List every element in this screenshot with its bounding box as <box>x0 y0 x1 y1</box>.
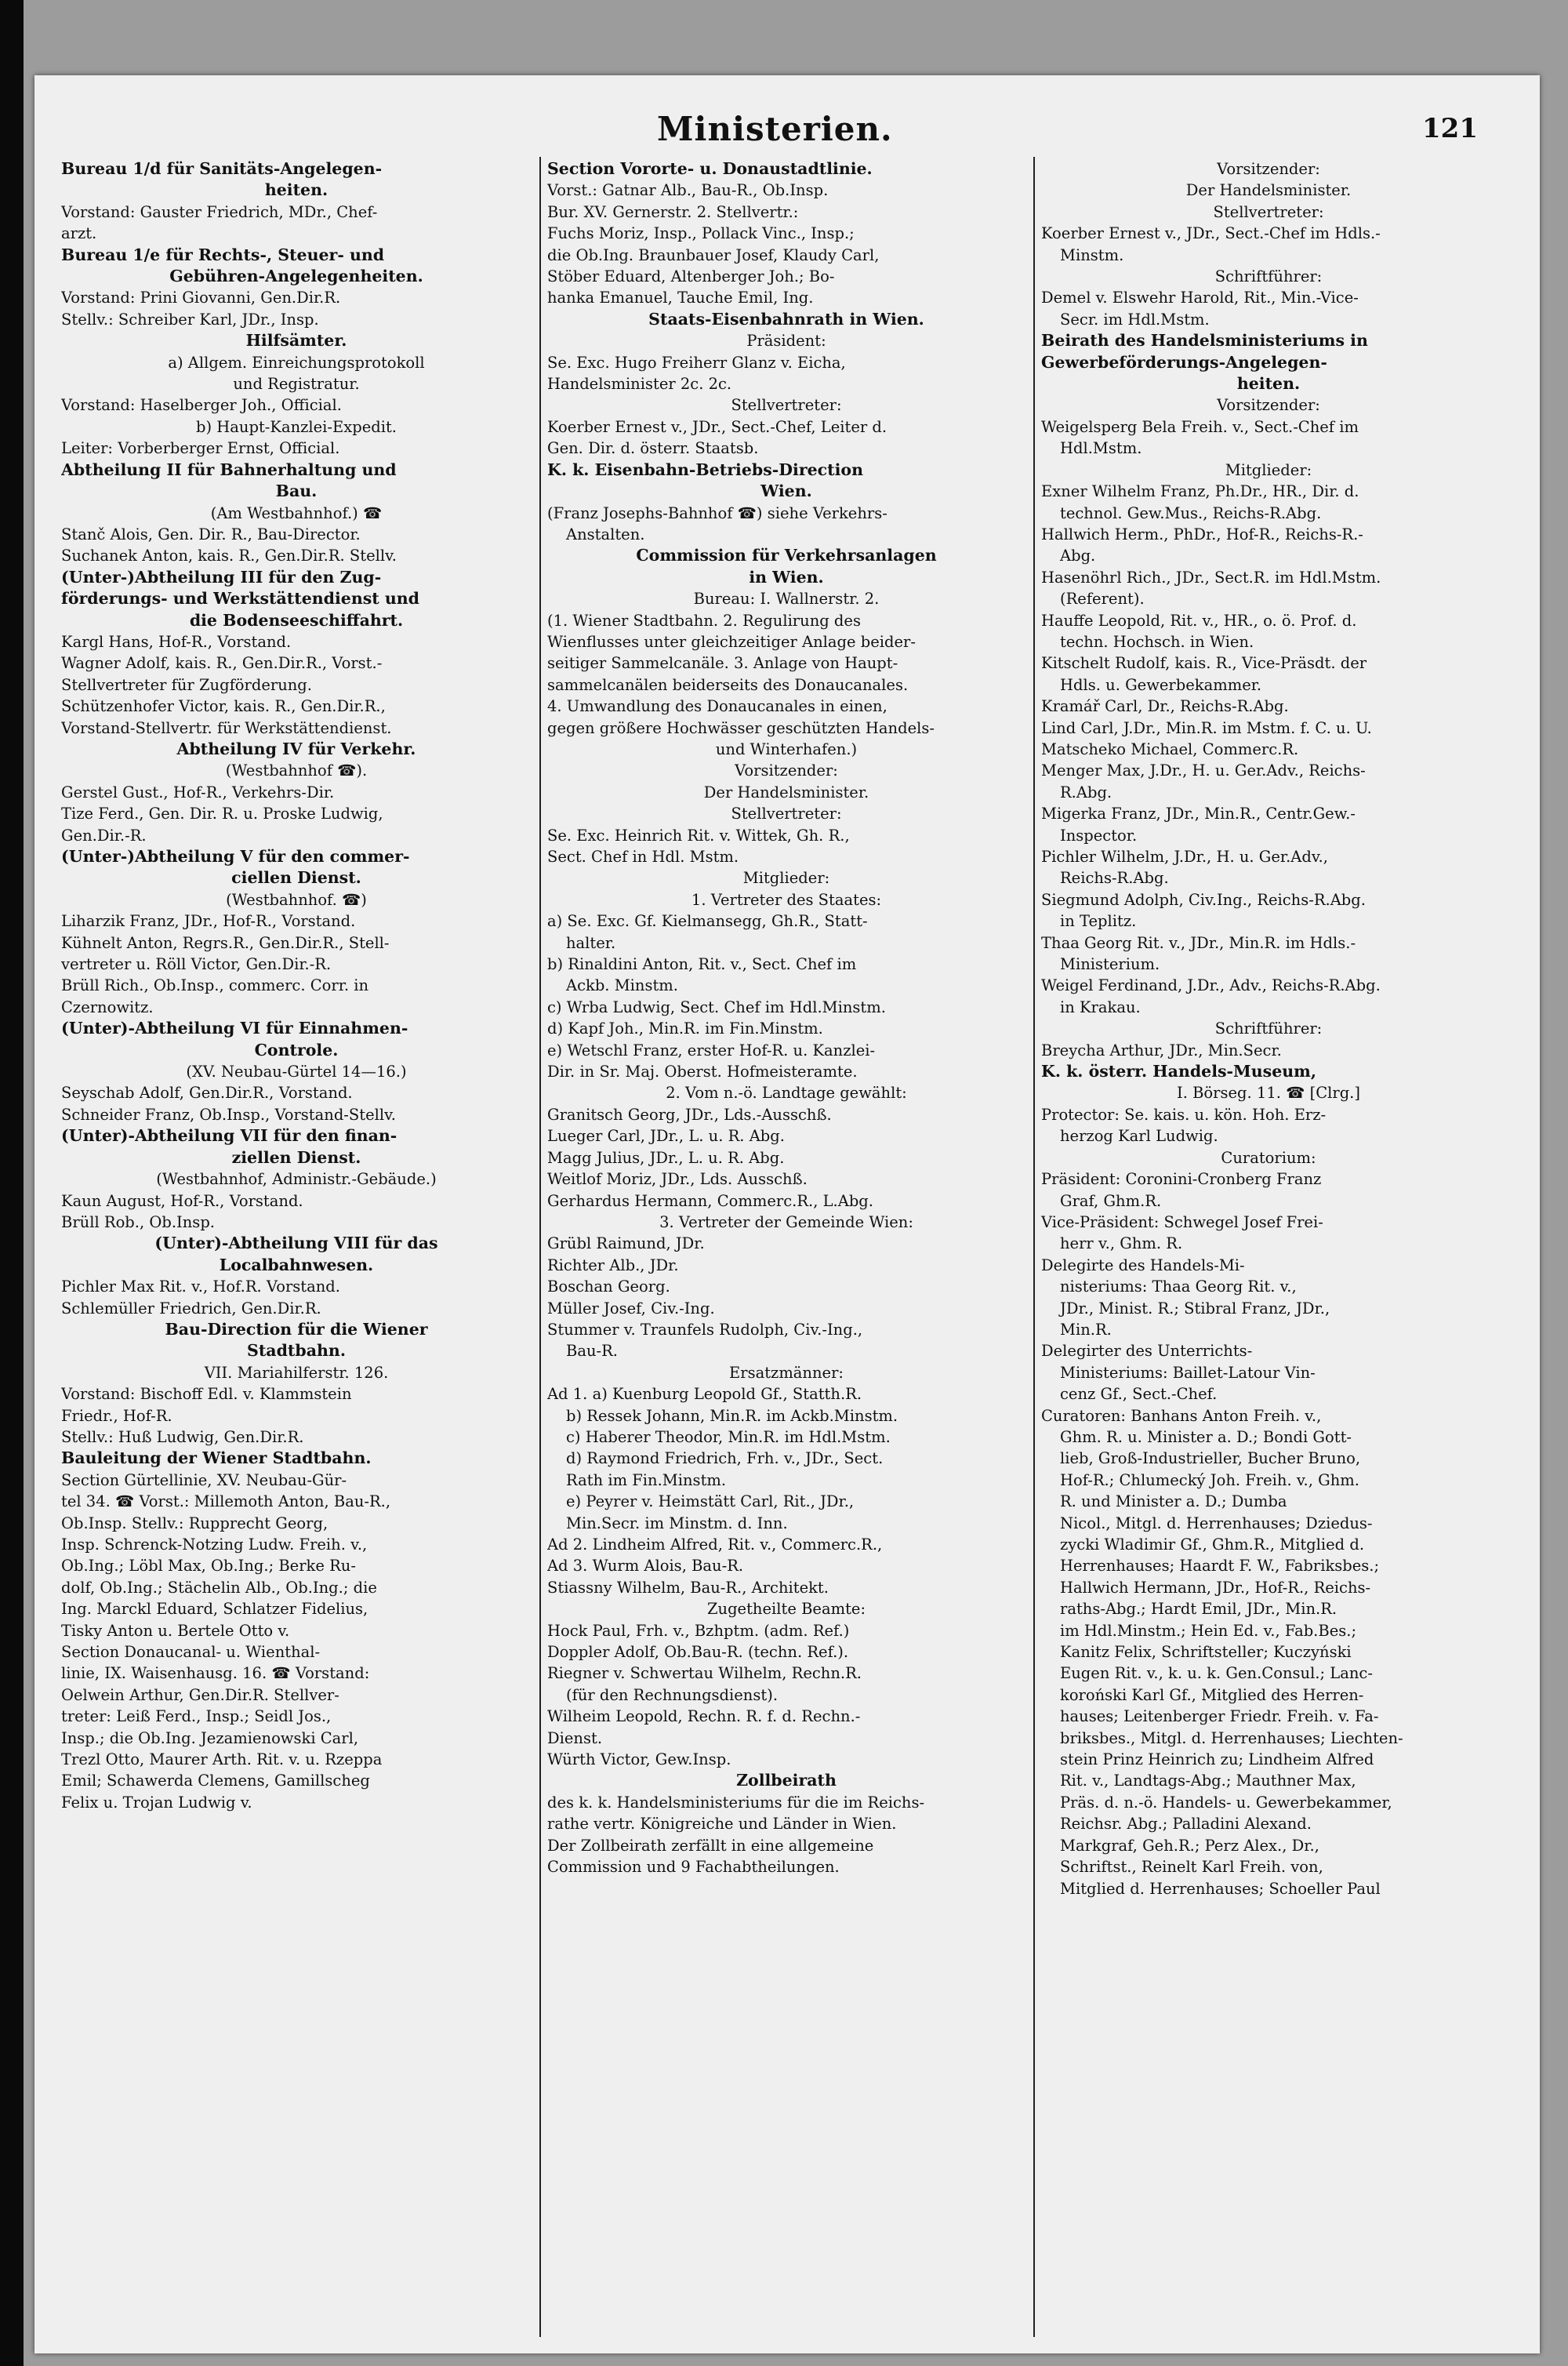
text-line: (Westbahnhof ☎). <box>225 761 368 780</box>
text-line: Pichler Max Rit. v., Hof.R. Vorstand. <box>61 1277 340 1296</box>
text-line: Migerka Franz, JDr., Min.R., Centr.Gew.- <box>1041 805 1356 823</box>
text-line: Mitglieder: <box>1225 460 1312 479</box>
text-line: Gerhardus Hermann, Commerc.R., L.Abg. <box>547 1191 873 1210</box>
text-line: ziellen Dienst. <box>231 1147 361 1167</box>
text-line: Ad 1. a) Kuenburg Leopold Gf., Statth.R. <box>547 1385 862 1404</box>
text-line: Ackb. Minstm. <box>566 976 678 995</box>
text-line: förderungs- und Werkstättendienst und <box>61 589 420 609</box>
text-line: Bureau 1/d für Sanitäts-Angelegen- <box>61 159 383 178</box>
text-line: Dir. in Sr. Maj. Oberst. Hofmeisteramte. <box>547 1063 858 1081</box>
column-rule-2 <box>1033 157 1035 2337</box>
text-line: vertreter u. Röll Victor, Gen.Dir.-R. <box>61 955 332 974</box>
text-line: Lind Carl, J.Dr., Min.R. im Mstm. f. C. u. U. <box>1041 718 1372 737</box>
text-line: und Registratur. <box>233 375 360 394</box>
text-line: Ministerium. <box>1060 955 1160 974</box>
text-line: Leiter: Vorberberger Ernst, Official. <box>61 439 340 458</box>
text-line: Menger Max, J.Dr., H. u. Ger.Adv., Reichs- <box>1041 761 1366 780</box>
text-line: Hilfsämter. <box>245 331 347 351</box>
text-line: ciellen Dienst. <box>231 868 361 888</box>
text-line: (Unter)-Abtheilung VI für Einnahmen- <box>61 1019 408 1038</box>
text-line: Zollbeirath <box>736 1771 837 1790</box>
text-line: Section Donaucanal- u. Wienthal- <box>61 1643 321 1662</box>
text-line: Stiassny Wilhelm, Bau-R., Architekt. <box>547 1578 829 1597</box>
book-gutter <box>6 0 24 2366</box>
text-line: Curatorium: <box>1221 1148 1316 1167</box>
text-line: Bau. <box>275 482 318 501</box>
text-line: K. k. Eisenbahn-Betriebs-Direction <box>547 460 863 479</box>
text-line: Tisky Anton u. Bertele Otto v. <box>61 1621 290 1640</box>
text-line: Anstalten. <box>566 525 645 543</box>
text-line: Stellvertreter für Zugförderung. <box>61 675 312 694</box>
text-line: Wagner Adolf, kais. R., Gen.Dir.R., Vorst.- <box>61 654 383 673</box>
text-line: 3. Vertreter der Gemeinde Wien: <box>659 1212 913 1231</box>
text-line: die Ob.Ing. Braunbauer Josef, Klaudy Carl, <box>547 245 880 264</box>
text-line: herr v., Ghm. R. <box>1060 1234 1183 1253</box>
text-line: Delegirte des Handels-Mi- <box>1041 1256 1245 1274</box>
text-line: 1. Vertreter des Staates: <box>691 890 882 909</box>
text-line: Der Handelsminister. <box>703 783 869 801</box>
text-line: Minstm. <box>1060 245 1124 264</box>
text-line: Gerstel Gust., Hof-R., Verkehrs-Dir. <box>61 783 335 801</box>
text-line: 2. Vom n.-ö. Landtage gewählt: <box>666 1084 907 1103</box>
text-line: raths-Abg.; Hardt Emil, JDr., Min.R. <box>1060 1600 1338 1619</box>
text-line: seitiger Sammelcanäle. 3. Anlage von Haupt- <box>547 654 898 673</box>
text-line: Hallwich Herm., PhDr., Hof-R., Reichs-R.- <box>1041 525 1363 543</box>
text-line: Rath im Fin.Minstm. <box>566 1470 727 1489</box>
text-line: Gewerbeförderungs-Angelegen- <box>1041 352 1327 372</box>
text-line: e) Wetschl Franz, erster Hof-R. u. Kanzlei- <box>547 1041 876 1059</box>
text-line: Wienflusses unter gleichzeitiger Anlage beider- <box>547 632 916 651</box>
text-line: Delegirter des Unterrichts- <box>1041 1342 1253 1361</box>
text-line: Kargl Hans, Hof-R., Vorstand. <box>61 632 292 651</box>
text-line: Oelwein Arthur, Gen.Dir.R. Stellver- <box>61 1685 339 1704</box>
scan-background <box>6 0 1568 2366</box>
text-line: Graf, Ghm.R. <box>1060 1191 1162 1210</box>
text-line: Thaa Georg Rit. v., JDr., Min.R. im Hdls.- <box>1041 933 1356 952</box>
text-line: Hof-R.; Chlumecký Joh. Freih. v., Ghm. <box>1060 1470 1359 1489</box>
page-header <box>6 110 1568 157</box>
text-line: Breycha Arthur, JDr., Min.Secr. <box>1041 1041 1282 1059</box>
text-line: Vorsitzender: <box>1217 160 1320 178</box>
text-line: Ministeriums: Baillet-Latour Vin- <box>1060 1363 1316 1382</box>
text-line: Localbahnwesen. <box>219 1255 374 1274</box>
text-line: lieb, Groß-Industrieller, Bucher Bruno, <box>1060 1449 1361 1468</box>
text-line: Hauffe Leopold, Rit. v., HR., o. ö. Prof. d. <box>1041 611 1357 630</box>
column-rule-1 <box>539 157 541 2337</box>
text-line: die Bodenseeschiffahrt. <box>189 610 404 630</box>
text-line: halter. <box>566 933 616 952</box>
text-line: (Westbahnhof. ☎) <box>226 890 367 909</box>
text-line: c) Haberer Theodor, Min.R. im Hdl.Mstm. <box>566 1427 891 1446</box>
text-line: zycki Wladimir Gf., Ghm.R., Mitglied d. <box>1060 1536 1365 1554</box>
text-line: Doppler Adolf, Ob.Bau-R. (techn. Ref.). <box>547 1643 849 1662</box>
text-line: linie, IX. Waisenhausg. 16. ☎ Vorstand: <box>61 1664 370 1683</box>
text-line: Exner Wilhelm Franz, Ph.Dr., HR., Dir. d. <box>1041 482 1359 501</box>
text-line: Gebühren-Angelegenheiten. <box>169 267 423 286</box>
text-line: arzt. <box>61 224 97 243</box>
text-line: Bur. XV. Gernerstr. 2. Stellvertr.: <box>547 202 799 221</box>
text-line: Matscheko Michael, Commerc.R. <box>1041 740 1299 758</box>
text-line: Inspector. <box>1060 826 1138 845</box>
text-line: Tize Ferd., Gen. Dir. R. u. Proske Ludwig, <box>61 805 383 823</box>
text-line: Markgraf, Geh.R.; Perz Alex., Dr., <box>1060 1836 1319 1855</box>
text-line: Trezl Otto, Maurer Arth. Rit. v. u. Rzeppa <box>61 1750 383 1769</box>
text-line: Boschan Georg. <box>547 1277 670 1296</box>
text-line: Vorstand: Haselberger Joh., Official. <box>61 396 342 415</box>
text-line: Nicol., Mitgl. d. Herrenhauses; Dziedus- <box>1060 1514 1373 1532</box>
text-line: Abtheilung IV für Verkehr. <box>176 739 416 758</box>
text-line: Kitschelt Rudolf, kais. R., Vice-Präsdt. der <box>1041 654 1367 673</box>
text-column-2 <box>547 158 1025 1878</box>
text-line: Ad 2. Lindheim Alfred, Rit. v., Commerc.R., <box>547 1536 883 1554</box>
text-line: Wilheim Leopold, Rechn. R. f. d. Rechn.- <box>547 1707 861 1726</box>
text-line: K. k. österr. Handels-Museum, <box>1041 1062 1316 1081</box>
text-line: (Unter)-Abtheilung VIII für das <box>154 1234 438 1253</box>
text-line: im Hdl.Minstm.; Hein Ed. v., Fab.Bes.; <box>1060 1621 1357 1640</box>
text-line: Mitglieder: <box>742 869 830 888</box>
text-line: Weigelsperg Bela Freih. v., Sect.-Chef im <box>1041 417 1359 436</box>
text-line: Vorstand: Prini Giovanni, Gen.Dir.R. <box>61 289 341 307</box>
text-line: Granitsch Georg, JDr., Lds.-Ausschß. <box>547 1105 832 1124</box>
text-line: (für den Rechnungsdienst). <box>566 1685 779 1704</box>
text-line: Kanitz Felix, Schriftsteller; Kuczyński <box>1060 1643 1352 1662</box>
text-line: in Wien. <box>749 567 824 587</box>
text-line: Vorst.: Gatnar Alb., Bau-R., Ob.Insp. <box>547 181 829 200</box>
text-line: JDr., Minist. R.; Stibral Franz, JDr., <box>1060 1299 1330 1317</box>
text-line: Gen.Dir.-R. <box>61 826 147 845</box>
text-line: Kramář Carl, Dr., Reichs-R.Abg. <box>1041 697 1289 716</box>
text-line: Stummer v. Traunfels Rudolph, Civ.-Ing., <box>547 1320 863 1339</box>
text-line: Koerber Ernest v., JDr., Sect.-Chef im Hdls.- <box>1041 224 1381 243</box>
text-line: Müller Josef, Civ.-Ing. <box>547 1299 715 1317</box>
text-line: a) Allgem. Einreichungsprotokoll <box>168 353 425 372</box>
text-line: (Westbahnhof, Administr.-Gebäude.) <box>156 1170 437 1189</box>
text-line: Seyschab Adolf, Gen.Dir.R., Vorstand. <box>61 1084 353 1103</box>
text-line: Schlemüller Friedrich, Gen.Dir.R. <box>61 1299 321 1317</box>
text-line: Weigel Ferdinand, J.Dr., Adv., Reichs-R.Abg. <box>1041 976 1381 995</box>
text-line: Der Handelsminister. <box>1185 181 1352 200</box>
text-line: Der Zollbeirath zerfällt in eine allgemeine <box>547 1836 874 1855</box>
text-line: Schützenhofer Victor, kais. R., Gen.Dir.R., <box>61 697 386 716</box>
text-line: Emil; Schawerda Clemens, Gamillscheg <box>61 1772 370 1790</box>
text-line: Bureau: I. Wallnerstr. 2. <box>693 590 880 609</box>
text-line: Beirath des Handelsministeriums in <box>1041 331 1368 351</box>
text-line: dolf, Ob.Ing.; Stächelin Alb., Ob.Ing.; die <box>61 1578 377 1597</box>
text-line: Richter Alb., JDr. <box>547 1256 679 1274</box>
text-line: Commission für Verkehrsanlagen <box>636 546 937 565</box>
text-line: Kaun August, Hof-R., Vorstand. <box>61 1191 303 1210</box>
text-line: (Unter-)Abtheilung V für den commer- <box>61 847 410 866</box>
text-line: Schriftst., Reinelt Karl Freih. von, <box>1060 1858 1323 1877</box>
text-line: Vorsitzender: <box>735 761 838 780</box>
text-line: b) Rinaldini Anton, Rit. v., Sect. Chef im <box>547 955 857 974</box>
text-line: c) Wrba Ludwig, Sect. Chef im Hdl.Minstm. <box>547 998 886 1016</box>
text-line: Gen. Dir. d. österr. Staatsb. <box>547 439 759 458</box>
text-line: b) Ressek Johann, Min.R. im Ackb.Minstm. <box>566 1406 898 1425</box>
text-line: (Unter)-Abtheilung VII für den finan- <box>61 1126 397 1146</box>
text-line: Ghm. R. u. Minister a. D.; Bondi Gott- <box>1060 1427 1352 1446</box>
text-line: Se. Exc. Heinrich Rit. v. Wittek, Gh. R., <box>547 826 850 845</box>
text-line: Liharzik Franz, JDr., Hof-R., Vorstand. <box>61 912 356 931</box>
text-line: Secr. im Hdl.Mstm. <box>1060 310 1210 329</box>
text-line: Schriftführer: <box>1214 1019 1323 1038</box>
text-line: Abg. <box>1060 547 1096 565</box>
text-line: Stöber Eduard, Altenberger Joh.; Bo- <box>547 267 835 286</box>
running-head: Ministerien. <box>657 110 893 148</box>
text-line: Präsident: Coronini-Cronberg Franz <box>1041 1170 1322 1189</box>
text-line: Fuchs Moriz, Insp., Pollack Vinc., Insp.; <box>547 224 855 243</box>
text-line: Hallwich Hermann, JDr., Hof-R., Reichs- <box>1060 1578 1371 1597</box>
text-line: treter: Leiß Ferd., Insp.; Seidl Jos., <box>61 1707 332 1726</box>
text-line: Bau-R. <box>566 1342 618 1361</box>
text-line: Hock Paul, Frh. v., Bzhptm. (adm. Ref.) <box>547 1621 850 1640</box>
text-line: a) Se. Exc. Gf. Kielmansegg, Gh.R., Statt- <box>547 912 868 931</box>
text-line: Section Vororte- u. Donaustadtlinie. <box>547 159 873 178</box>
text-line: hauses; Leitenberger Friedr. Freih. v. Fa- <box>1060 1707 1379 1726</box>
text-line: e) Peyrer v. Heimstätt Carl, Rit., JDr., <box>566 1492 855 1511</box>
page-number: 121 <box>1422 113 1478 144</box>
text-line: und Winterhafen.) <box>715 740 858 758</box>
text-line: heiten. <box>1236 374 1301 394</box>
text-column-1 <box>61 158 532 1813</box>
text-line: Protector: Se. kais. u. kön. Hoh. Erz- <box>1041 1105 1327 1124</box>
text-line: b) Haupt-Kanzlei-Expedit. <box>195 417 397 436</box>
text-line: Friedr., Hof-R. <box>61 1406 172 1425</box>
text-line: Vorstand: Gauster Friedrich, MDr., Chef- <box>61 202 378 221</box>
text-line: technol. Gew.Mus., Reichs-R.Abg. <box>1060 503 1322 522</box>
text-line: in Teplitz. <box>1060 912 1137 931</box>
text-line: R. und Minister a. D.; Dumba <box>1060 1492 1287 1511</box>
text-line: Abtheilung II für Bahnerhaltung und <box>61 460 397 479</box>
text-line: herzog Karl Ludwig. <box>1060 1127 1218 1146</box>
text-line: Präsident: <box>746 332 826 351</box>
text-line: VII. Mariahilferstr. 126. <box>204 1363 389 1382</box>
text-line: Bau-Direction für die Wiener <box>165 1319 428 1339</box>
text-line: Felix u. Trojan Ludwig v. <box>61 1793 252 1812</box>
text-line: (XV. Neubau-Gürtel 14—16.) <box>186 1063 407 1081</box>
text-line: Schneider Franz, Ob.Insp., Vorstand-Stellv. <box>61 1105 397 1124</box>
text-line: Rit. v., Landtags-Abg.; Mauthner Max, <box>1060 1772 1356 1790</box>
text-line: gegen größere Hochwässer geschützten Handels- <box>547 718 935 737</box>
text-line: Curatoren: Banhans Anton Freih. v., <box>1041 1406 1322 1425</box>
text-line: Siegmund Adolph, Civ.Ing., Reichs-R.Abg. <box>1041 890 1366 909</box>
text-line: Schriftführer: <box>1214 267 1323 286</box>
text-line: briksbes., Mitgl. d. Herrenhauses; Liechten- <box>1060 1728 1403 1747</box>
text-line: Insp.; die Ob.Ing. Jezamienowski Carl, <box>61 1728 359 1747</box>
text-line: Riegner v. Schwertau Wilhelm, Rechn.R. <box>547 1664 862 1683</box>
text-line: Brüll Rob., Ob.Insp. <box>61 1212 215 1231</box>
text-line: Weitlof Moriz, JDr., Lds. Ausschß. <box>547 1170 808 1189</box>
text-line: Grübl Raimund, JDr. <box>547 1234 705 1253</box>
text-line: Dienst. <box>547 1728 603 1747</box>
text-line: Koerber Ernest v., JDr., Sect.-Chef, Leiter d. <box>547 417 887 436</box>
text-line: Vorstand-Stellvertr. für Werkstättendienst. <box>61 718 392 737</box>
text-line: Reichs-R.Abg. <box>1060 869 1169 888</box>
text-line: Zugetheilte Beamte: <box>706 1600 866 1619</box>
text-line: Hdls. u. Gewerbekammer. <box>1060 675 1262 694</box>
text-line: Würth Victor, Gew.Insp. <box>547 1750 731 1769</box>
text-line: Hasenöhrl Rich., JDr., Sect.R. im Hdl.Mstm. <box>1041 568 1381 587</box>
text-line: Demel v. Elswehr Harold, Rit., Min.-Vice- <box>1041 289 1359 307</box>
text-line: Controle. <box>254 1040 339 1059</box>
text-line: (Am Westbahnhof.) ☎ <box>210 503 383 522</box>
text-line: Mitglied d. Herrenhauses; Schoeller Paul <box>1060 1879 1381 1898</box>
text-line: Commission und 9 Fachabtheilungen. <box>547 1858 840 1877</box>
text-line: Se. Exc. Hugo Freiherr Glanz v. Eicha, <box>547 353 846 372</box>
text-line: Lueger Carl, JDr., L. u. R. Abg. <box>547 1127 785 1146</box>
text-line: heiten. <box>264 180 328 200</box>
text-line: Bauleitung der Wiener Stadtbahn. <box>61 1448 372 1468</box>
text-line: (Unter-)Abtheilung III für den Zug- <box>61 567 382 587</box>
text-line: Stadtbahn. <box>247 1341 346 1361</box>
text-line: Pichler Wilhelm, J.Dr., H. u. Ger.Adv., <box>1041 848 1328 866</box>
text-line: Stellvertreter: <box>1213 202 1324 221</box>
text-line: Stanč Alois, Gen. Dir. R., Bau-Director. <box>61 525 361 543</box>
text-line: Czernowitz. <box>61 998 154 1016</box>
text-line: Ad 3. Wurm Alois, Bau-R. <box>547 1557 744 1576</box>
text-line: nisteriums: Thaa Georg Rit. v., <box>1060 1277 1297 1296</box>
text-line: (1. Wiener Stadtbahn. 2. Regulirung des <box>547 611 861 630</box>
text-line: Insp. Schrenck-Notzing Ludw. Freih. v., <box>61 1536 368 1554</box>
text-line: 4. Umwandlung des Donaucanales in einen, <box>547 697 887 716</box>
text-line: Staats-Eisenbahnrath in Wien. <box>648 309 924 329</box>
text-line: koroński Karl Gf., Mitglied des Herren- <box>1060 1685 1364 1704</box>
text-line: Stellv.: Huß Ludwig, Gen.Dir.R. <box>61 1427 304 1446</box>
text-line: stein Prinz Heinrich zu; Lindheim Alfred <box>1060 1750 1374 1769</box>
text-line: Hdl.Mstm. <box>1060 439 1142 458</box>
text-line: des k. k. Handelsministeriums für die im Reichs- <box>547 1793 925 1812</box>
text-line: Suchanek Anton, kais. R., Gen.Dir.R. Stellv. <box>61 547 397 565</box>
text-line: techn. Hochsch. in Wien. <box>1060 632 1254 651</box>
text-line: Kühnelt Anton, Regrs.R., Gen.Dir.R., Stell- <box>61 933 390 952</box>
text-line: Ob.Insp. Stellv.: Rupprecht Georg, <box>61 1514 328 1532</box>
text-line: Vorstand: Bischoff Edl. v. Klammstein <box>61 1385 352 1404</box>
text-line: d) Raymond Friedrich, Frh. v., JDr., Sect. <box>566 1449 884 1468</box>
text-line: Stellvertreter: <box>731 805 842 823</box>
text-line: Reichsr. Abg.; Palladini Alexand. <box>1060 1815 1312 1834</box>
text-line: Stellv.: Schreiber Karl, JDr., Insp. <box>61 310 319 329</box>
text-line: sammelcanälen beiderseits des Donaucanales. <box>547 675 909 694</box>
text-line: Präs. d. n.-ö. Handels- u. Gewerbekammer, <box>1060 1793 1392 1812</box>
text-line: Section Gürtellinie, XV. Neubau-Gür- <box>61 1470 347 1489</box>
text-line: Stellvertreter: <box>731 396 842 415</box>
text-line: Handelsminister 2c. 2c. <box>547 375 732 394</box>
text-line: Min.Secr. im Minstm. d. Inn. <box>566 1514 788 1532</box>
text-line: Sect. Chef in Hdl. Mstm. <box>547 848 739 866</box>
text-line: Vorsitzender: <box>1217 396 1320 415</box>
text-line: Magg Julius, JDr., L. u. R. Abg. <box>547 1148 785 1167</box>
text-line: hanka Emanuel, Tauche Emil, Ing. <box>547 289 814 307</box>
text-line: Wien. <box>760 482 812 501</box>
text-line: Bureau 1/e für Rechts-, Steuer- und <box>61 245 385 264</box>
text-line: in Krakau. <box>1060 998 1141 1016</box>
text-column-3 <box>1041 158 1496 1899</box>
text-line: Ersatzmänner: <box>729 1363 844 1382</box>
text-line: R.Abg. <box>1060 783 1112 801</box>
text-line: Eugen Rit. v., k. u. k. Gen.Consul.; Lanc- <box>1060 1664 1373 1683</box>
text-line: Ob.Ing.; Löbl Max, Ob.Ing.; Berke Ru- <box>61 1557 356 1576</box>
text-line: cenz Gf., Sect.-Chef. <box>1060 1385 1218 1404</box>
text-line: rathe vertr. Königreiche und Länder in Wien. <box>547 1815 897 1834</box>
text-line: (Referent). <box>1060 590 1145 609</box>
text-line: I. Börseg. 11. ☎ [Clrg.] <box>1177 1084 1360 1103</box>
text-line: Herrenhauses; Haardt F. W., Fabriksbes.; <box>1060 1557 1380 1576</box>
text-line: (Franz Josephs-Bahnhof ☎) siehe Verkehrs- <box>547 503 887 522</box>
text-line: Ing. Marckl Eduard, Schlatzer Fidelius, <box>61 1600 368 1619</box>
text-line: tel 34. ☎ Vorst.: Millemoth Anton, Bau-R., <box>61 1492 391 1511</box>
text-line: d) Kapf Joh., Min.R. im Fin.Minstm. <box>547 1019 823 1038</box>
text-line: Vice-Präsident: Schwegel Josef Frei- <box>1041 1212 1323 1231</box>
text-line: Brüll Rich., Ob.Insp., commerc. Corr. in <box>61 976 369 995</box>
text-line: Min.R. <box>1060 1320 1112 1339</box>
